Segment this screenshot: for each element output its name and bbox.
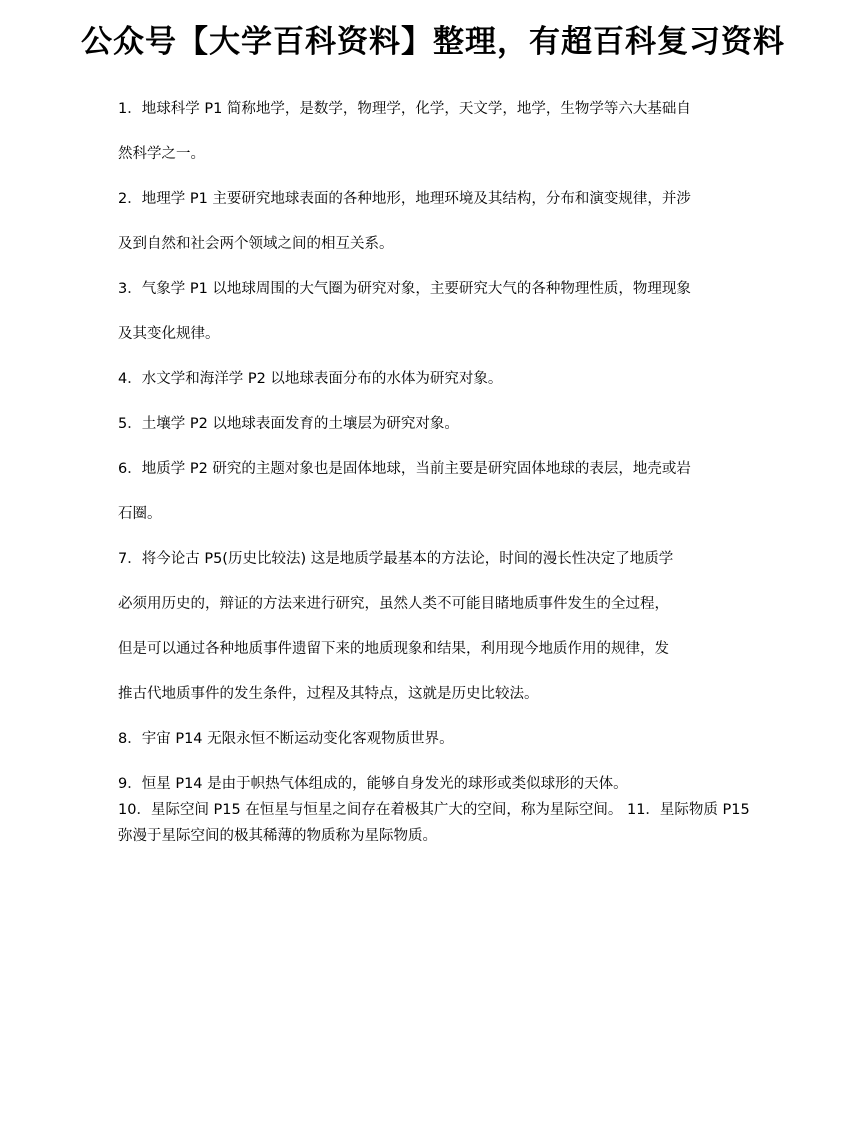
- paragraph: 2．地理学 P1 主要研究地球表面的各种地形，地理环境及其结构，分布和演变规律，并涉: [118, 191, 691, 207]
- document-body: [118, 96, 750, 849]
- paragraph: 9．恒星 P14 是由于帜热气体组成的，能够自身发光的球形或类似球形的天体。: [118, 776, 628, 792]
- paragraph: 4．水文学和海洋学 P2 以地球表面分布的水体为研究对象。: [118, 371, 503, 387]
- paragraph: 必须用历史的，辩证的方法来进行研究，虽然人类不可能目睹地质事件发生的全过程，: [118, 596, 669, 612]
- paragraph: 1．地球科学 P1 简称地学，是数学，物理学，化学，天文学，地学，生物学等六大基础自: [118, 101, 691, 117]
- paragraph: 及其变化规律。: [118, 326, 220, 342]
- paragraph: 6．地质学 P2 研究的主题对象也是固体地球，当前主要是研究固体地球的表层，地壳或岩: [118, 461, 691, 477]
- page-title: 公众号【大学百科资料】整理，有超百科复习资料: [81, 24, 785, 60]
- paragraph: 石圈。: [118, 506, 162, 522]
- paragraph: 5．土壤学 P2 以地球表面发育的土壤层为研究对象。: [118, 416, 459, 432]
- paragraph: 及到自然和社会两个领域之间的相互关系。: [118, 236, 394, 252]
- paragraph: 但是可以通过各种地质事件遗留下来的地质现象和结果，利用现今地质作用的规律，发: [118, 641, 669, 657]
- paragraph: 7．将今论古 P5(历史比较法) 这是地质学最基本的方法论，时间的漫长性决定了地质学: [118, 551, 674, 567]
- paragraph: 10．星际空间 P15 在恒星与恒星之间存在着极其广大的空间，称为星际空间。 11．星际物质 P15 弥漫于星际空间的极其稀薄的物质称为星际物质。: [118, 802, 750, 844]
- paragraph: 推古代地质事件的发生条件，过程及其特点，这就是历史比较法。: [118, 686, 539, 702]
- paragraph: 然科学之一。: [118, 146, 205, 162]
- paragraph: 3．气象学 P1 以地球周围的大气圈为研究对象，主要研究大气的各种物理性质，物理现象: [118, 281, 691, 297]
- paragraph: 8．宇宙 P14 无限永恒不断运动变化客观物质世界。: [118, 731, 454, 747]
